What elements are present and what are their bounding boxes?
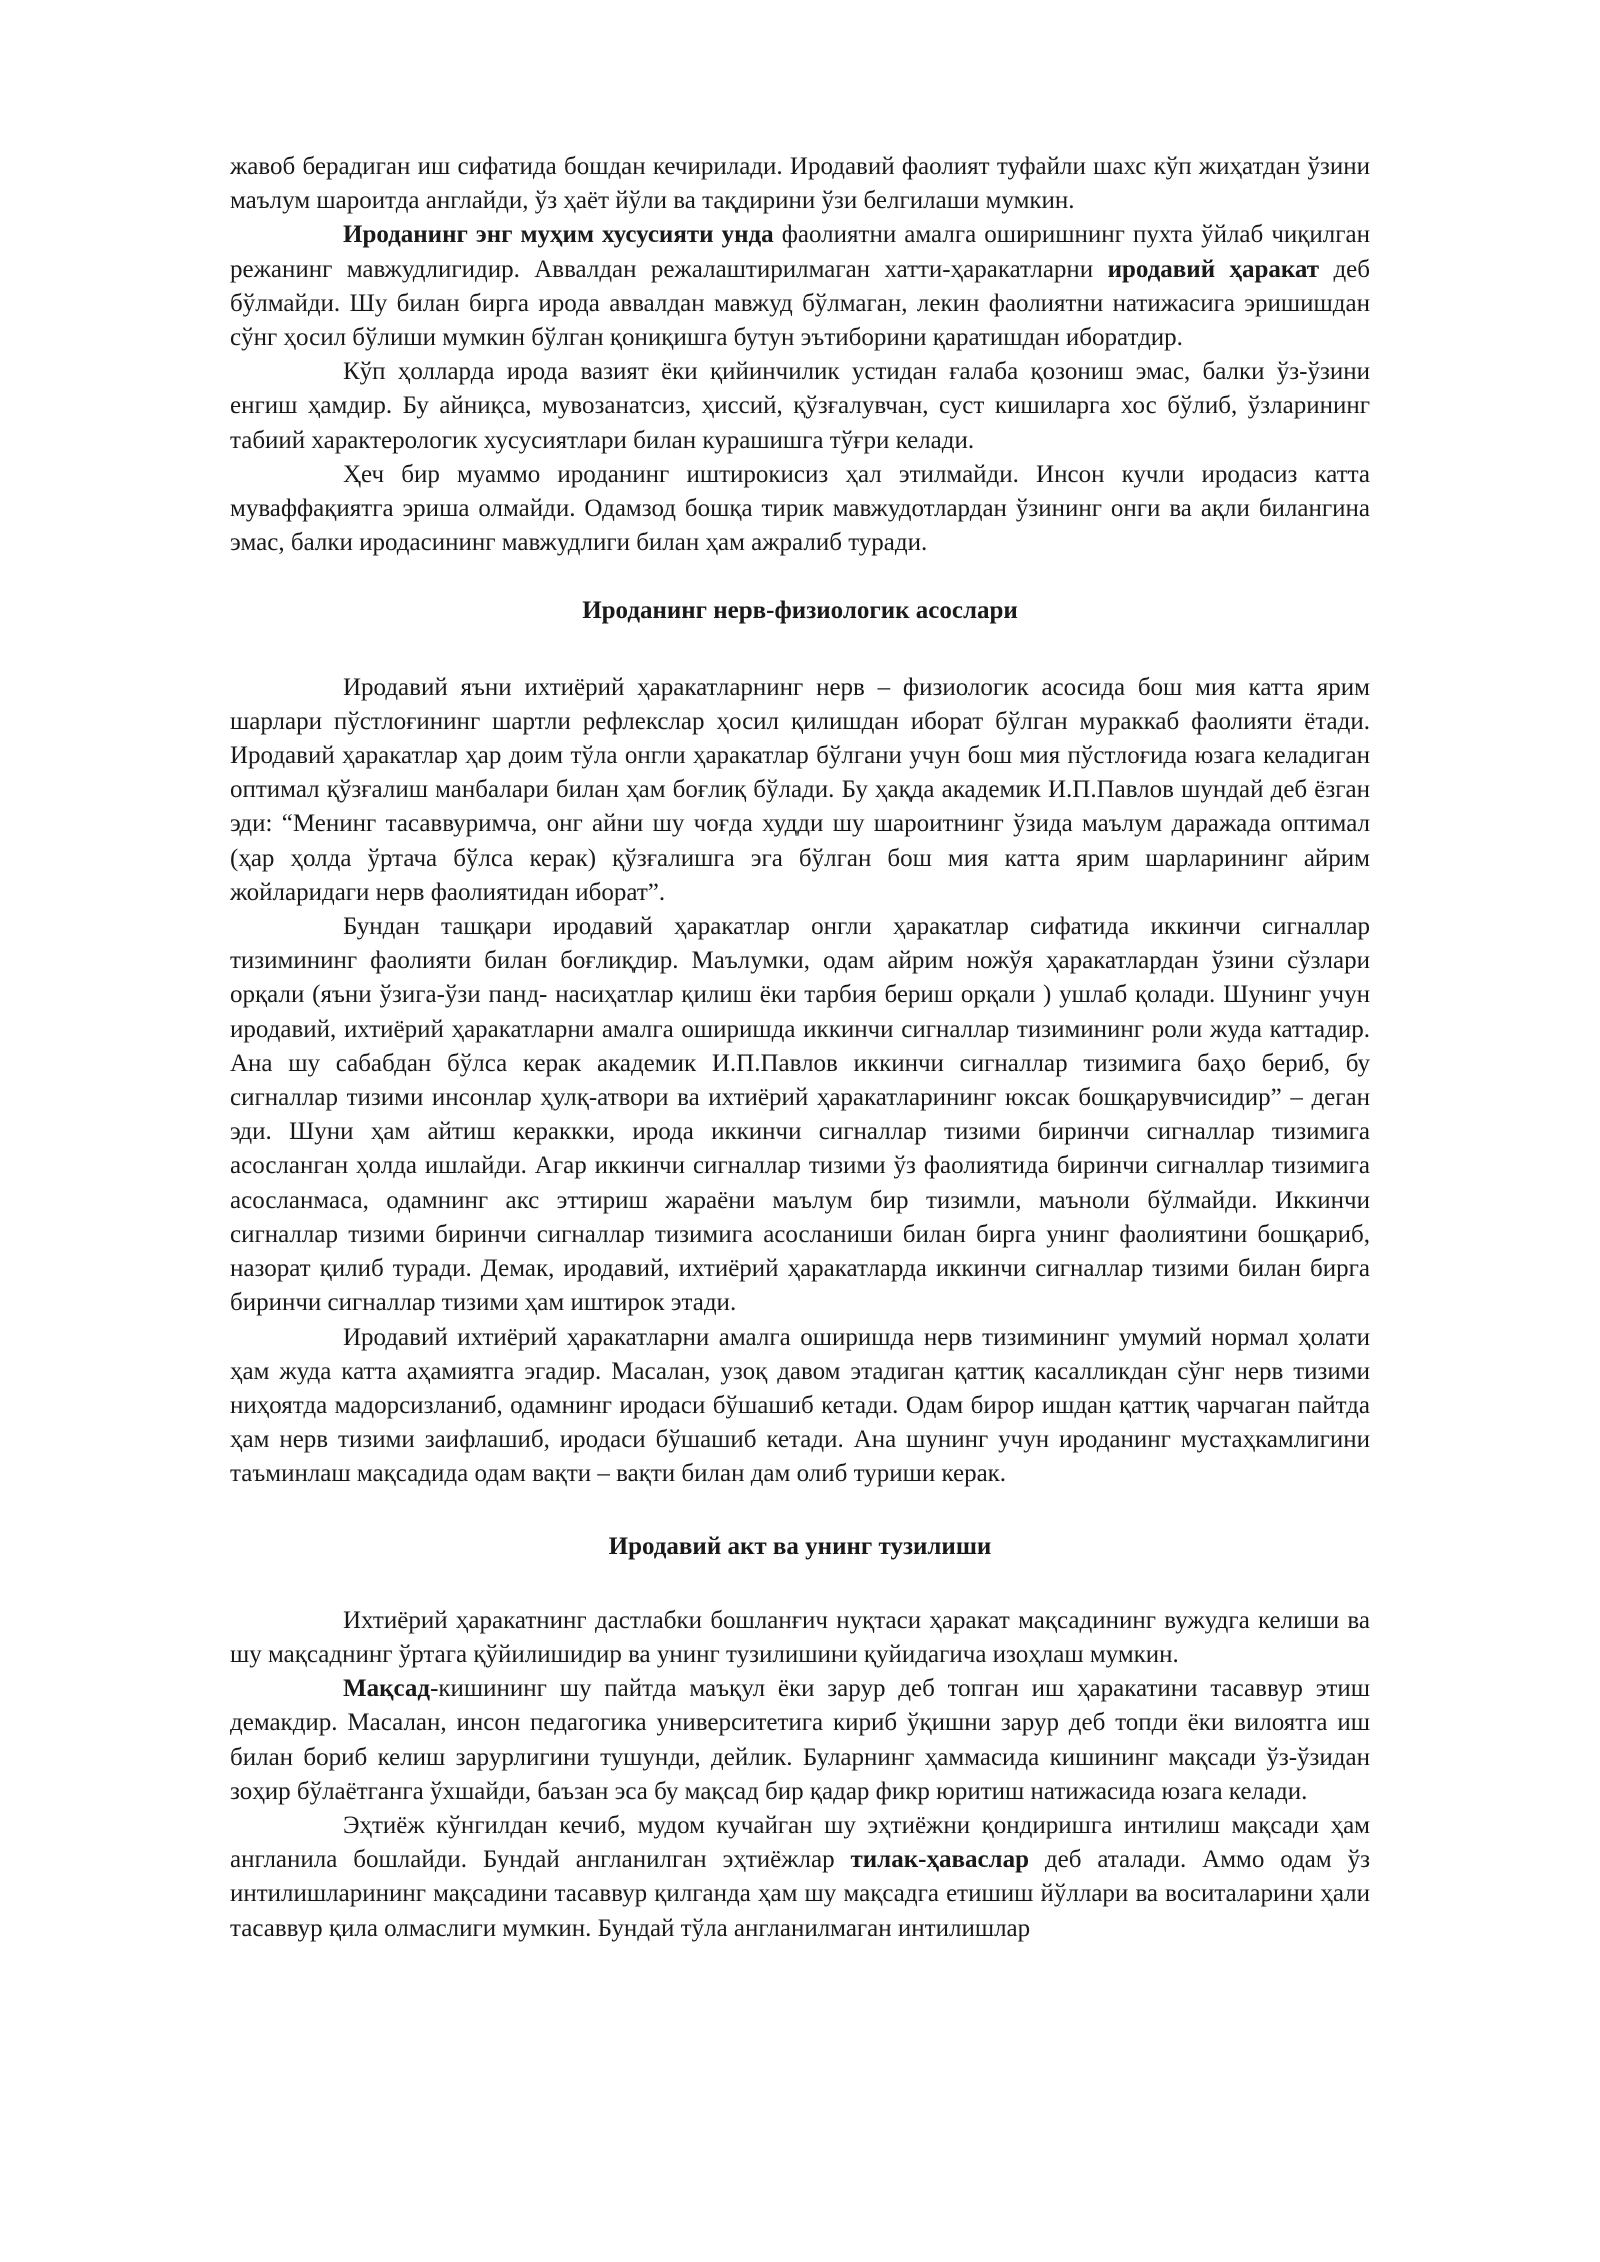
paragraph-text: Эҳтиёж кўнгилдан кечиб, мудом кучайган шу эҳтиёжни қондиришга интилиш мақсади ҳам англанила бошлайди. Бундай англанилган эҳтиёжлар [230,1811,1370,1874]
section-heading-act: Иродавий акт ва унинг тузилиши [608,1532,992,1560]
paragraph-6: Бундан ташқари иродавий ҳаракатлар онгли ҳаракатлар сифатида иккинчи сигналлар тизимининг фаолияти билан боғлиқдир. Маълумки, одам айрим ножўя ҳаракатлардан ўзини сўзлари орқали (яъни ўзига-ўзи панд- насиҳатлар қилиш ёки тарбия бериш орқали ) ушлаб қолади. Шунинг учун иродавий, ихтиёрий ҳаракатларни амалга оширишда иккинчи сигналлар тизимининг роли жуда каттадир. Ана шу сабабдан бўлса керак академик И.П.Павлов иккинчи сигналлар тизимига баҳо бериб, бу сигналлар тизими инсонлар ҳулқ-атвори ва ихтиёрий ҳаракатларининг юксак бошқарувчисидир” – деган эди. Шуни ҳам айтиш кераккки, ирода иккинчи сигналлар тизими биринчи сигналлар тизимига асосланган ҳолда ишлайди. Агар иккинчи сигналлар тизими ўз фаолиятида биринчи сигналлар тизимига асосланмаса, одамнинг акс эттириш жараёни маълум бир тизимли, маъноли бўлмайди. Иккинчи сигналлар тизими биринчи сигналлар тизимига асосланиши билан бирга унинг фаолиятини бошқариб, назорат қилиб туради. Демак, иродавий, ихтиёрий ҳаракатларда иккинчи сигналлар тизими билан бирга биринчи сигналлар тизими ҳам иштирок этади. [230,913,1370,1317]
section-heading-neuro: Ироданинг нерв-физиологик асослари [582,597,1018,625]
paragraph-1: жавоб берадиган иш сифатида бошдан кечирилади. Иродавий фаолият туфайли шахс кўп жиҳатдан ўзини маълум шароитда англайди, ўз ҳаёт йўли ва тақдирини ўзи белгилаши мумкин. [230,153,1370,215]
paragraph-4: Ҳеч бир муаммо ироданинг иштирокисиз ҳал этилмайди. Инсон кучли иродасиз катта муваффақиятга эриша олмайди. Одамзод бошқа тирик мавжудотлардан ўзининг онги ва ақли билангина эмас, балки иродасининг мавжудлиги билан ҳам ажралиб туради. [230,460,1370,557]
paragraph-text: деб бўлмайди. Шу билан бирга ирода аввалдан мавжуд бўлмаган, лекин фаолиятни натижасига эришишдан сўнг ҳосил бўлиши мумкин бўлган қониқишга бутун эътиборини қаратишдан иборатдир. [230,255,1370,352]
paragraph-2 [230,218,1370,355]
paragraph-10 [230,1809,1370,1946]
paragraph-text: фаолиятни амалга оширишнинг пухта ўйлаб чиқилган режанинг мавжудлигидир. Аввалдан режалаштирилмаган хатти-ҳаракатларни [230,221,1370,283]
bold-phrase: Ироданинг энг муҳим хусусияти унда [343,221,774,249]
bold-term: Мақсад [343,1675,431,1703]
paragraph-text: деб аталади. Аммо одам ўз интилишларининг мақсадини тасаввур қилганда ҳам шу мақсадга етишиш йўллари ва воситаларини ҳали тасаввур қила олмаслиги мумкин. Бундай тўла англанилмаган интилишлар [230,1846,1370,1942]
bold-term: тилак-ҳаваслар [850,1846,1029,1874]
paragraph-5: Иродавий яъни ихтиёрий ҳаракатларнинг нерв – физиологик асосида бош мия катта ярим шарлари пўстлоғининг шартли рефлекслар ҳосил қилишдан иборат бўлган мураккаб фаолияти ётади. Иродавий ҳаракатлар ҳар доим тўла онгли ҳаракатлар бўлгани учун бош мия пўстлоғида юзага келадиган оптимал қўзғалиш манбалари билан ҳам боғлиқ бўлади. Бу ҳақда академик И.П.Павлов шундай деб ёзган эди: “Менинг тасаввуримча, онг айни шу чоғда худди шу шароитнинг ўзида маълум даражада оптимал (ҳар ҳолда ўртача бўлса керак) қўзғалишга эга бўлган бош мия катта ярим шарларининг айрим жойларидаги нерв фаолиятидан иборат”. [230,673,1370,906]
paragraph-8: Ихтиёрий ҳаракатнинг дастлабки бошланғич нуқтаси ҳаракат мақсадининг вужудга келиши ва шу мақсаднинг ўртага қўйилишидир ва унинг тузилишини қуйидагича изоҳлаш мумкин. [230,1606,1370,1668]
bold-phrase: иродавий ҳаракат [1107,255,1320,283]
paragraph-7: Иродавий ихтиёрий ҳаракатларни амалга оширишда нерв тизимининг умумий нормал ҳолати ҳам жуда катта аҳамиятга эгадир. Масалан, узоқ давом этадиган қаттиқ касалликдан сўнг нерв тизими ниҳоятда мадорсизланиб, одамнинг иродаси бўшашиб кетади. Одам бирор ишдан қаттиқ чарчаган пайтда ҳам нерв тизими заифлашиб, иродаси бўшашиб кетади. Ана шунинг учун ироданинг мустаҳкамлигини таъминлаш мақсадида одам вақти – вақти билан дам олиб туриши керак. [230,1323,1370,1488]
paragraph-9 [230,1672,1370,1809]
paragraph-3: Кўп ҳолларда ирода вазият ёки қийинчилик устидан ғалаба қозониш эмас, балки ўз-ўзини енгиш ҳамдир. Бу айниқса, мувозанатсиз, ҳиссий, қўзғалувчан, суст кишиларга хос бўлиб, ўзларининг табиий характерологик хусусиятлари билан курашишга тўғри келади. [230,358,1370,454]
document-page [230,150,1370,1946]
paragraph-text: -кишининг шу пайтда маъқул ёки зарур деб топган иш ҳаракатини тасаввур этиш демакдир. Масалан, инсон педагогика университетига кириб ўқишни зарур деб топди ёки вилоятга иш билан бориб келиш зарурлигини тушунди, дейлик. Буларнинг ҳаммасида кишининг мақсади ўз-ўзидан зоҳир бўлаётганга ўхшайди, баъзан эса бу мақсад бир қадар фикр юритиш натижасида юзага келади. [230,1675,1370,1805]
